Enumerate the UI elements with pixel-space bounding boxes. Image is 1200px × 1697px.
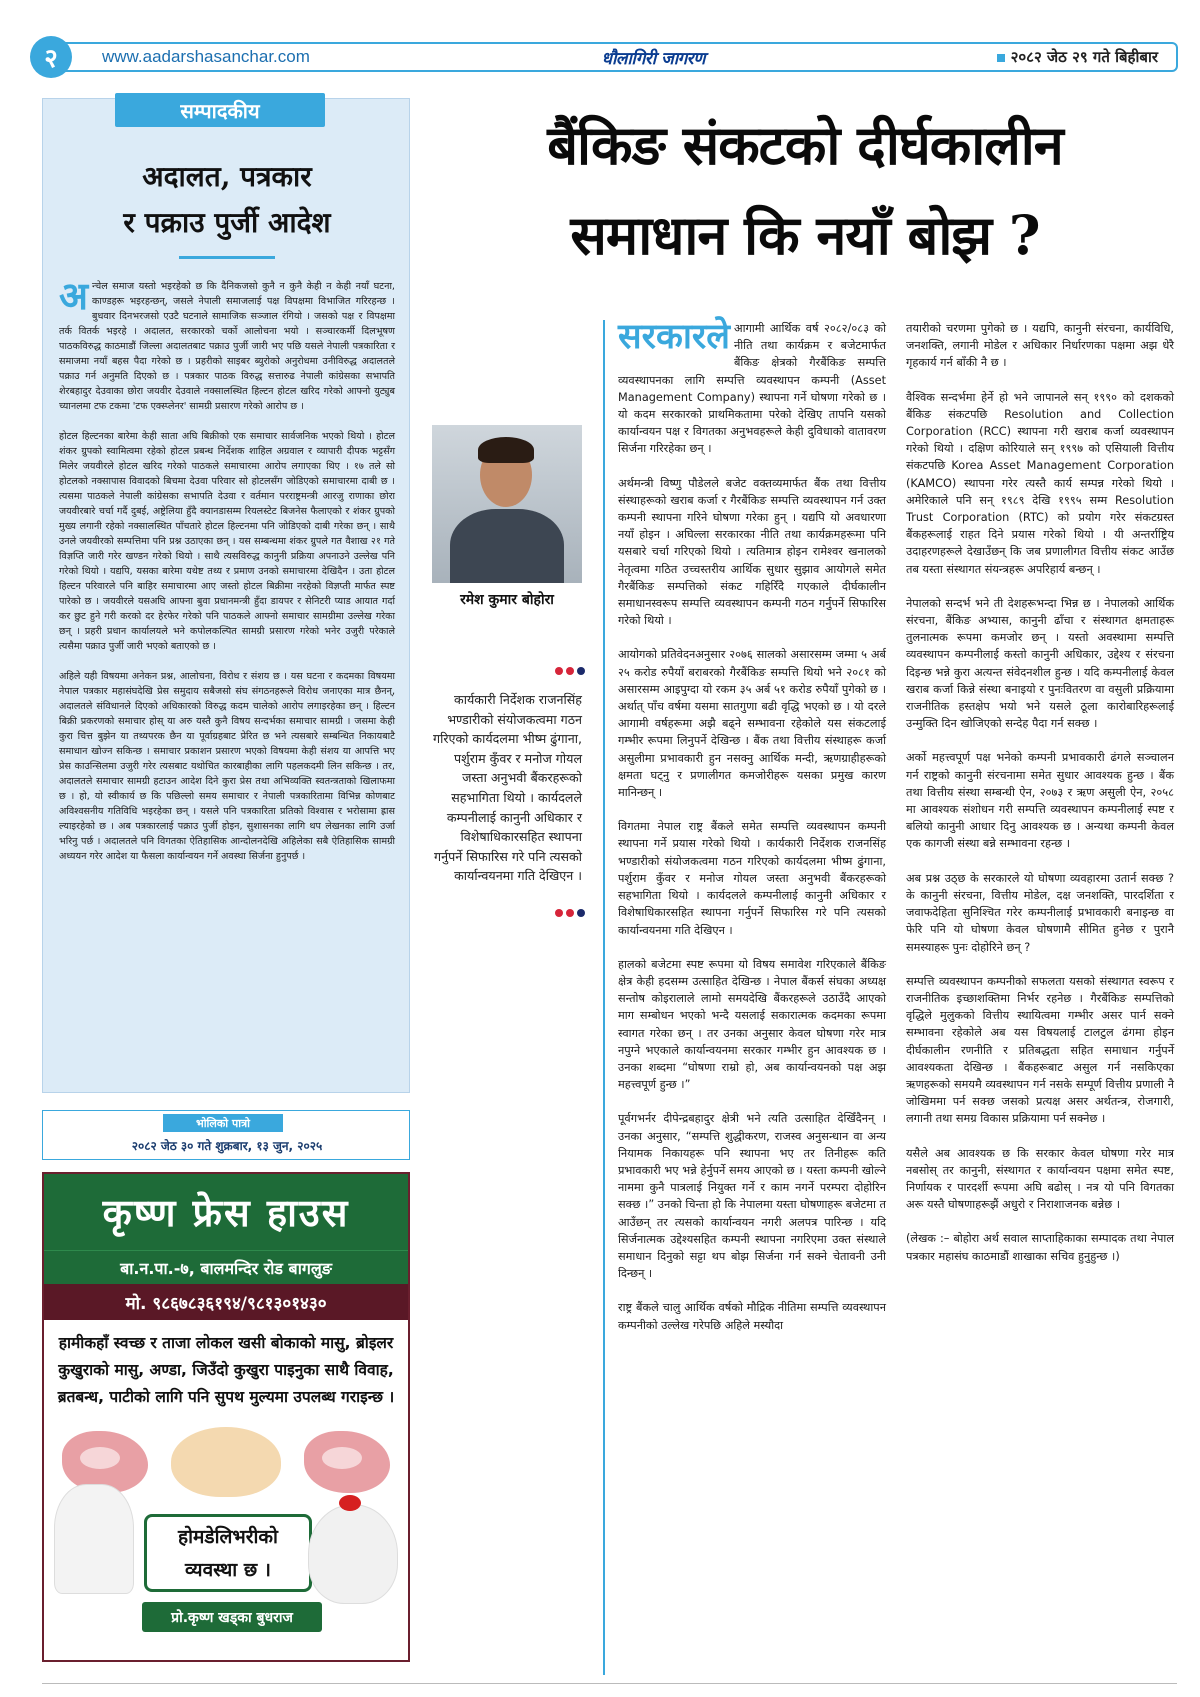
delivery-line2: व्यवस्था छ । [185,1559,271,1581]
editorial-paragraph: अहिले यही विषयमा अनेकन प्रश्न, आलोचना, विरोध र संशय छ । यस घटना र कदमका विषयमा नेपाल पत्रकार महासंघदेखि प्रेस समुदाय सबैजसो संघ संगठनहरूले विरोध जनाएका मात्र छैनन्, अदालतले संविधानले दिएको अधिकारको विरुद्ध कदम चालेको आरोप लगाइरहेका छन् । हिल्टन बिक्री प्रकरणको समाचार होस् या अरु यस्तै कुनै विषय सन्दर्भका समाचार सामग्री । जसमा केही कुरा चित्त बुझेन या तथ्यपरक छैन या पूर्वाग्रहबाट प्रेरित छ भने त्यसबारे सम्बन्धित निकायबाटै समाधान खोज्न सकिन्छ । समाचार प्रकाशन प्रसारण भएको विषयमा केही संशय या आपत्ति भए प्रेस काउन्सिलमा उजुरी गरेर त्यसबाट यथोचित कारबाहीका लागि पहलकदमी लिन सकिन्छ । तर, अदालतले समाचार सामग्री हटाउन आदेश दिने कुरा प्रेस तथा अभिव्यक्ति स्वतन्त्रताको खिलाफमा छ । हो, यो स्वीकार्य छ कि पछिल्लो समय समाचार र नेपाली पत्रकारितामा विभिन्न कोणबाट अविश्वसनीय गतिविधि भइरहेका छन् । यसले पनि पत्रकारिता प्रतिको विश्वास र भरोसामा ह्रास ल्याइरहेको छ । अब पत्रकारलाई पक्राउ पुर्जी होइन, सुशासनका लागि थप लेखनका लागि उर्जा भरिनु पर्छ । अदालतले पनि विगतका ऐतिहासिक आन्दोलनदेखि अहिलेका सबै ऐतिहासिक सामग्री अध्ययन गरेर आदेश या फैसला कार्यान्वयन गर्ने अवस्था सिर्जना हुनुपर्छ । [59,671,395,862]
photo-torso [450,509,564,583]
author-name: रमेश कुमार बोहोरा [460,592,554,608]
article-paragraph: हालको बजेटमा स्पष्ट रूपमा यो विषय समावेश गरिएकाले बैंकिङ क्षेत्र केही हदसम्म उत्साहित देखिन्छ । नेपाल बैंकर्स संघका अध्यक्ष सन्तोष कोइरालाले लामो समयदेखि बैंकरहरूले उठाउँदै आएको माग सम्बोधन भएको भन्दै यसलाई सकारात्मक कदमका रूपमा स्वागत गरेका छन् । तर उनका अनुसार केवल घोषणा गरेर मात्र नपुग्ने भएकाले कार्यान्वयनमा सरकार गम्भीर हुन आवश्यक छ । उनका शब्दमा “घोषणा राम्रो हो, अब कार्यान्वयनको पक्ष अझ महत्त्वपूर्ण हुन्छ ।” [618,957,886,1092]
ad-bottom [44,1474,408,1660]
ad-address: बा.न.पा.-७, बालमन्दिर रोड बागलुङ [44,1250,408,1284]
article-paragraph: नेपालको सन्दर्भ भने ती देशहरूभन्दा भिन्न छ । नेपालको आर्थिक संरचना, बैंकिङ अभ्यास, कानुनी ढाँचा र संस्थागत क्षमताहरू तुलनात्मक रूपमा कमजोर छन् । यस्तो अवस्थामा सम्पत्ति व्यवस्थापन कम्पनीलाई कस्तो कानुनी अधिकार, उद्देश्य र संरचना दिइन्छ भन्ने कुरा अत्यन्त संवेदनशील हुन्छ । यदि कम्पनीलाई केवल खराब कर्जा किन्ने संस्था बनाइयो र पुनःवितरण वा वसुली प्रक्रियामा राजनीतिक हस्तक्षेप भयो भने यसले ठूला कारोबारिहरूलाई उन्मुक्ति दिन खोजिएको सन्देह पैदा गर्न सक्छ । [906,596,1174,731]
calendar-date: २०८२ जेठ ३० गते शुक्रबार, १३ जुन, २०२५ [131,1139,323,1153]
issue-date [997,47,1158,67]
editorial-title [43,154,411,259]
page-header [0,0,1200,74]
delivery-line1: होमडेलिभरीको [178,1526,278,1548]
article-paragraph: तयारीको चरणमा पुगेको छ । यद्यपि, कानुनी संरचना, कार्यविधि, जनशक्ति, लगानी मोडेल र अधिकार निर्धारणका पक्षमा अझ धेरै गृहकार्य गर्न बाँकी नै छ । [906,322,1174,370]
masthead-logo: धौलागिरी जागरण [601,48,705,69]
drop-cap: अ [59,274,89,318]
headline-line2: समाधान कि नयाँ बोझ ? [570,203,1040,267]
article-paragraph: आयोगको प्रतिवेदनअनुसार २०७६ सालको असारसम्म जम्मा ५ अर्ब २५ करोड रुपैयाँ बराबरको गैरबैंकिङ सम्पत्ति थियो भने २०८१ को असारसम्म आइपुग्दा यो रकम ३५ अर्ब ५१ करोड रुपैयाँ पुगेको छ । अर्थात् पाँच वर्षमा यसमा सातगुणा बढी वृद्धि भएको छ । यो दरले आगामी वर्षहरूमा अझै बढ्ने सम्भावना रहेकोले यस संकटलाई गम्भीर रूपमा लिनुपर्ने देखिन्छ । बैंक तथा वित्तीय संस्थाहरू कर्जा असुलीमा प्रभावकारी हुन नसक्नु आर्थिक मन्दी, ऋणग्राहीहरूको क्षमता घट्नु र प्रणालीगत कमजोरीहरू यसका प्रमुख कारण मानिन्छन् । [618,648,886,800]
editorial-body [59,274,395,879]
page-number: २ [30,36,72,78]
article-paragraph: अर्थमन्त्री विष्णु पौडेलले बजेट वक्तव्यमार्फत बैंक तथा वित्तीय संस्थाहरूको खराब कर्जा र गैरबैंकिङ सम्पत्ति व्यवस्थापन गर्न उक्त कम्पनी स्थापना गरिने घोषणा गरेका हुन् । यद्यपि यो अवधारणा नयाँ होइन । अघिल्ला सरकारका नीति तथा कार्यक्रमहरूमा पनि यसबारे चर्चा गरिएको थियो । त्यतिमात्र होइन रामेश्वर खनालको नेतृत्वमा गठित उच्चस्तरीय आर्थिक सुधार सुझाव आयोगले समेत गैरबैंकिङ सम्पत्तिको संकट गहिरिँदै गएकाले दीर्घकालीन समाधानस्वरूप सम्पत्ति व्यवस्थापन कम्पनी गठन गर्नुपर्ने सिफारिस गरेको थियो । [618,476,886,628]
editorial-box [42,98,410,1093]
dot-icon [577,909,585,917]
website-link[interactable]: www.aadarshasanchar.com [102,47,310,66]
goat-image-icon [54,1484,134,1594]
editorial-tag: सम्पादकीय [115,93,325,127]
advertisement[interactable] [42,1172,410,1662]
editorial-title-line2: र पक्राउ पुर्जी आदेश [123,206,331,239]
ad-business-name: कृष्ण फ्रेस हाउस [44,1174,408,1250]
editorial-paragraph: होटल हिल्टनका बारेमा केही साता अघि बिक्रीको एक समाचार सार्वजनिक भएको थियो । होटल शंकर ग्रुपको स्वामित्वमा रहेको होटल प्रबन्ध निर्देशक शाहिल अग्रवाल र व्यापारी दीपक भट्टसँग मिलेर जयवीरले होटल खरिद गरेको पाठकले समाचारमा आरोप लगाएका थिए । १७ तले सो होटलको नक्सापास विवादको बिचमा देउवा परिवार सो होटलसँग जोडिएको समाचारमा दाबी छ । त्यसमा पाठकले नेपाली कांग्रेसका सभापति देउवा र वर्तमान परराष्ट्रमन्त्री आरजु राणाका छोरा जयवीरबारे चर्चा गर्दै दुबई, अष्ट्रेलिया हुँदै क्यानडासम्म रियलस्टेट बिजनेस फैलाएको र शंकर ग्रुपको मुख्य लगानी रहेको नक्सालस्थित पाँचतारे होटल हिल्टनमा पनि जोडिएको दाबी गरेका छन् । साथै उनले जयवीरको सम्पत्तिमा पनि प्रश्न उठाएका छन् । यस सम्बन्धमा शंकर ग्रुपले गत वैशाख २१ गते विज्ञप्ति जारी गरेर खण्डन गरेको थियो । साथै त्यसविरुद्ध कानुनी प्रक्रिया अपनाउने उल्लेख पनि गरेको थियो । यद्यपि, यसका बारेमा यथेष्ट तथ्य र प्रमाण उनको समाचारमा देखिदैन । उता होटल हिल्टन परिवारले पनि बाहिर समाचारमा आए जस्तो होटल बिक्रीमा नरहेको विज्ञप्ती मार्फत स्पष्ट पारेको छ । जयवीरले यसअघि आफ्ना बुवा प्रधानमन्त्री हुँदा डायपर र सेनिटरी प्याड आयात गर्दा कर छुट हुने गरी करको दर हेरफेर गरेको पनि पाठकले आफ्नो समाचार सामग्रीमा उल्लेख गरेका छन् । प्रहरी प्रधान कार्यालयले भने कपोलकल्पित सामग्री प्रसारण गरेको भनेर उजुरी परेकाले त्यसैमा पक्राउ पुर्जी जारी भएको बताएको छ । [59,431,395,652]
pull-quote: कार्यकारी निर्देशक राजनसिंह भण्डारीको संयोजकत्वमा गठन गरिएको कार्यदलमा भीष्म ढुंगाना, पर्शुराम कुँवर र मनोज गोयल जस्ता अनुभवी बैंकरहरूको सहभागिता थियो । कार्यदलले कम्पनीलाई कानुनी अधिकार र विशेषाधिकारसहित स्थापना गर्नुपर्ने सिफारिस गरे पनि त्यसको कार्यान्वयनमा गति देखिएन । [433,692,582,884]
dot-icon [577,667,585,675]
article-column-2 [906,320,1174,1282]
article-paragraph: अब प्रश्न उठ्छ के सरकारले यो घोषणा व्यवहारमा उतार्न सक्छ ? के कानुनी संरचना, वित्तीय मोडेल, दक्ष जनशक्ति, पारदर्शिता र जवाफदेहिता सुनिश्चित गरेर कम्पनीलाई प्रभावकारी बनाइन्छ वा फेरि पनि यो घोषणा केवल घोषणामै सीमित हुनेछ र पुरानै समस्याहरू पुनः दोहोरिने छन् ? [906,871,1174,954]
ad-proprietor: प्रो.कृष्ण खड्का बुधराज [142,1602,322,1632]
lead-word: सरकारले [618,316,730,357]
title-rule [179,256,275,259]
article-paragraph: वैश्विक सन्दर्भमा हेर्ने हो भने जापानले सन् १९९० को दशकको बैंकिङ संकटपछि Resolution and Collection Corporation (RCC) स्थापना गरी खराब कर्जा व्यवस्थापन गरेको थियो । दक्षिण कोरियाले सन् १९९७ को एसियाली वित्तीय संकटपछि Korea Asset Management Corporation (KAMCO) स्थापना गरेर त्यस्तै कार्य सम्पन्न गरेको थियो । अमेरिकाले पनि सन् १९८९ देखि १९९५ सम्म Resolution Trust Corporation (RTC) को प्रयोग गरेर संकटग्रस्त बैंकहरूलाई राहत दिने प्रयास गरेको थियो । यी अन्तर्राष्ट्रिय उदाहरणहरूले देखाउँछन् कि जब प्रणालीगत वित्तीय संकट आउँछ तब यस्ता संस्थागत संयन्त्रहरू अपरिहार्य बन्छन् । [906,390,1174,576]
hen-image-icon [308,1504,398,1604]
issue-date-text: २०८२ जेठ २९ गते बिहीबार [1010,48,1158,66]
article-paragraph: विगतमा नेपाल राष्ट्र बैंकले समेत सम्पत्ति व्यवस्थापन कम्पनी स्थापना गर्ने प्रयास गरेको थियो । कार्यकारी निर्देशक राजनसिंह भण्डारीको संयोजकत्वमा गठन गरिएको कार्यदलमा भीष्म ढुंगाना, पर्शुराम कुँवर र मनोज गोयल जस्ता अनुभवी बैंकरहरूको सहभागिता थियो । कार्यदलले कम्पनीलाई कानुनी अधिकार र विशेषाधिकारसहित स्थापना गर्नुपर्ने सिफारिस गरे पनि त्यसको कार्यान्वयनमा गति देखिएन । [618,820,886,937]
column-divider [603,320,605,1675]
dot-icon [566,667,574,675]
article-headline [440,100,1170,280]
editorial-title-line1: अदालत, पत्रकार [142,160,312,193]
photo-hair [478,437,534,463]
dots-separator [552,660,592,670]
article-column-1 [618,316,886,1351]
square-bullet-icon [997,54,1005,62]
ad-message: हामीकहाँ स्वच्छ र ताजा लोकल खसी बोकाको मासु, ब्रोइलर कुखुराको मासु, अण्डा, जिउँदो कुखुरा पाइनुका साथै विवाह, ब्रतबन्ध, पाटीको लागि पनि सुपथ मुल्यमा उपलब्ध गराइन्छ । [57,1334,395,1406]
article-paragraph: पूर्वगभर्नर दीपेन्द्रबहादुर क्षेत्री भने त्यति उत्साहित देखिँदैनन् । उनका अनुसार, “सम्पत्ति शुद्धीकरण, राजस्व अनुसन्धान वा अन्य नियामक निकायहरू पनि स्थापना भए तर तिनीहरू कति प्रभावकारी भए भन्ने हेर्नुपर्ने समय आएको छ । यस्ता कम्पनी खोल्ने नाममा कुनै पात्रलाई नियुक्त गर्ने र काम नगर्ने परम्परा दोहोरिन सक्छ ।” उनको चिन्ता हो कि नेपालमा यस्ता घोषणाहरू बजेटमा त आउँछन् तर त्यसको कार्यान्वयन नगरी अलपत्र पारिन्छ । यदि सिर्जनात्मक उद्देश्यसहित कम्पनी स्थापना नगरिएमा उक्त संस्थाले समाधान दिनुको सट्टा थप बोझ सिर्जना गर्न सक्ने चेतावनी उनी दिन्छन् । [618,1112,886,1281]
article-paragraph: सरकारले आगामी आर्थिक वर्ष २०८२/०८३ को नीति तथा कार्यक्रम र बजेटमार्फत बैंकिङ क्षेत्रको गैरबैंकिङ सम्पत्ति व्यवस्थापनका लागि सम्पत्ति व्यवस्थापन कम्पनी (Asset Management Company) स्थापना गर्ने घोषणा गरेको छ । यो कदम सरकारको प्राथमिकतामा परेको देखिए तापनि यसको कार्यान्वयन पक्ष र विगतका अनुभवहरूले केही दुविधाको वातावरण सिर्जना गरिरहेका छन् । [618,316,886,456]
author-photo [432,425,582,583]
tomorrow-calendar [42,1110,410,1160]
bottom-rule [42,1683,1177,1684]
dot-icon [555,909,563,917]
article-paragraph: सम्पत्ति व्यवस्थापन कम्पनीको सफलता यसको संस्थागत स्वरूप र राजनीतिक इच्छाशक्तिमा निर्भर रहनेछ । गैरबैंकिङ सम्पत्तिको वृद्धिले मुलुकको वित्तीय स्थायित्वमा गम्भीर असर पार्न सक्ने सम्भावना रहेकोले अब यस विषयलाई टालटुल ढंगमा होइन दीर्घकालीन रणनीति र प्रतिबद्धता सहित समाधान गर्नुपर्ने आवश्यकता देखिन्छ । बैंकहरूबाट असुल गर्न नसकिएका ऋणहरूको समयमै व्यवस्थापन गर्न नसके सम्पूर्ण वित्तीय प्रणाली नै जोखिममा पर्न सक्छ जसको प्रत्यक्ष असर अर्थतन्त्र, रोजगारी, लगानी तथा समग्र विकास प्रक्रियामा पर्न सक्नेछ । [906,974,1174,1126]
home-delivery-box [144,1514,312,1592]
editorial-paragraph: अन्चेल समाज यस्तो भइरहेको छ कि दैनिकजसो कुनै न कुनै केही न केही नयाँ घटना, काण्डहरू भइरहन्छन्, जसले नेपाली समाजलाई पक्ष विपक्षमा विभाजित गरिरहन्छ । बुधवार दिनभरजसो एउटै घटनाले सामाजिक सञ्जाल रंगियो । जसको पक्ष र विपक्षमा तर्क वितर्क भइरहे । अदालत, सरकारको चर्को आलोचना भयो । सञ्चारकर्मी दिलभूषण पाठकविरुद्ध काठमाडौं जिल्ला अदालतबाट पक्राउ पुर्जी जारी भए पछि यसले नेपाली पत्रकारिता र समाजमा नयाँ बहस पैदा गरेको छ । प्रहरीको साइबर ब्युरोको अनुरोधमा उनीविरुद्ध अदालतले पक्राउ गर्न अनुमति दिएको छ । पत्रकार पाठक विरुद्ध सत्तारुढ नेपाली कांग्रेसका सभापति शेरबहादुर देउवाका छोरा जयवीर देउवाले नक्सालस्थित हिल्टन होटल खरिद गरेको आफ्नो युट्युब च्यानलमा टफ टकमा 'टफ एक्स्प्लेनर' सामग्री प्रसारण गरेको आरोप छ । [59,274,395,412]
article-paragraph: यसैले अब आवश्यक छ कि सरकार केवल घोषणा गरेर मात्र नबसोस् तर कानुनी, संस्थागत र कार्यान्वयन पक्षमा समेत स्पष्ट, निर्णायक र पारदर्शी रूपमा अघि बढोस् । नत्र यो पनि विगतका अरू यस्तै घोषणाहरूझैं अधुरो र निराशाजनक बन्नेछ । [906,1146,1174,1212]
article-paragraph: अर्को महत्त्वपूर्ण पक्ष भनेको कम्पनी प्रभावकारी ढंगले सञ्चालन गर्न राष्ट्रको कानुनी संरचनामा समेत सुधार आवश्यक हुन्छ । बैंक तथा वित्तीय संस्था सम्बन्धी ऐन, २०७३ र ऋण असुली ऐन, २०५८ मा आवश्यक संशोधन गरी सम्पत्ति व्यवस्थापन कम्पनीलाई स्पष्ट र बलियो कानुनी आधार दिनु आवश्यक छ । अन्यथा कम्पनी केवल एक कागजी संस्था बन्ने सम्भावना रहन्छ । [906,751,1174,851]
calendar-tag: भोलिको पात्रो [163,1114,283,1132]
article-paragraph: राष्ट्र बैंकले चालु आर्थिक वर्षको मौद्रिक नीतिमा सम्पत्ति व्यवस्थापन कम्पनीको उल्लेख गरेपछि अहिले मस्यौदा [618,1301,886,1332]
author-bio: (लेखक :– बोहोरा अर्थ सवाल साप्ताहिकाका सम्पादक तथा नेपाल पत्रकार महासंघ काठमाडौं शाखाका सचिव हुनुहुन्छ ।) [906,1232,1174,1263]
headline-line1: बैंकिङ संकटको दीर्घकालीन [547,113,1063,177]
ad-phone: मो. ९८६७८३६१९४/९८१३०१४३० [44,1284,408,1320]
dot-icon [566,909,574,917]
header-bar [58,42,1178,72]
dot-icon [555,667,563,675]
dots-separator [552,902,592,912]
